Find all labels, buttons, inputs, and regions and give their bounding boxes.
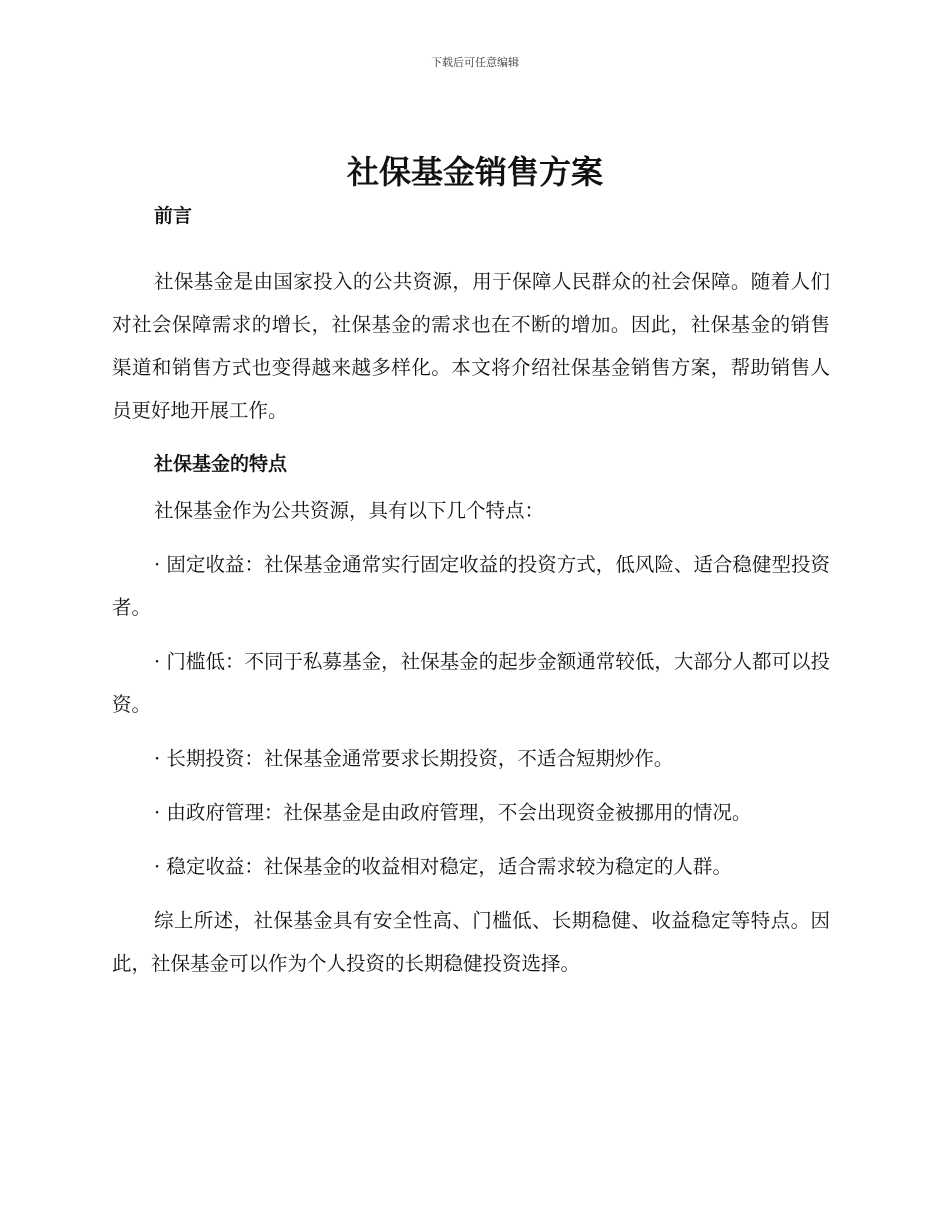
document-body — [112, 202, 830, 985]
bullet-long-term: · 长期投资：社保基金通常要求长期投资，不适合短期炒作。 — [154, 747, 674, 770]
section-heading-preface: 前言 — [154, 205, 193, 227]
bullet-government-managed: · 由政府管理：社保基金是由政府管理，不会出现资金被挪用的情况。 — [154, 801, 752, 824]
document-title: 社保基金销售方案 — [346, 153, 603, 191]
bullet-stable-income: · 稳定收益：社保基金的收益相对稳定，适合需求较为稳定的人群。 — [154, 855, 732, 878]
bullet-fixed-income: · 固定收益：社保基金通常实行固定收益的投资方式，低风险、适合稳健型投资者。 — [112, 553, 830, 619]
header-note: 下载后可任意编辑 — [431, 56, 519, 69]
paragraph-preface: 社保基金是由国家投入的公共资源，用于保障人民群众的社会保障。随着人们对社会保障需求的增长，社保基金的需求也在不断的增加。因此，社保基金的销售渠道和销售方式也变得越来越多样化。本文将介绍社保基金销售方案，帮助销售人员更好地开展工作。 — [112, 270, 830, 422]
bullet-low-threshold: · 门槛低：不同于私募基金，社保基金的起步金额通常较低，大部分人都可以投资。 — [112, 650, 830, 716]
section-heading-features: 社保基金的特点 — [154, 453, 288, 475]
paragraph-features-intro: 社保基金作为公共资源，具有以下几个特点： — [154, 499, 545, 522]
paragraph-summary: 综上所述，社保基金具有安全性高、门槛低、长期稳健、收益稳定等特点。因此，社保基金可以作为个人投资的长期稳健投资选择。 — [112, 909, 830, 975]
